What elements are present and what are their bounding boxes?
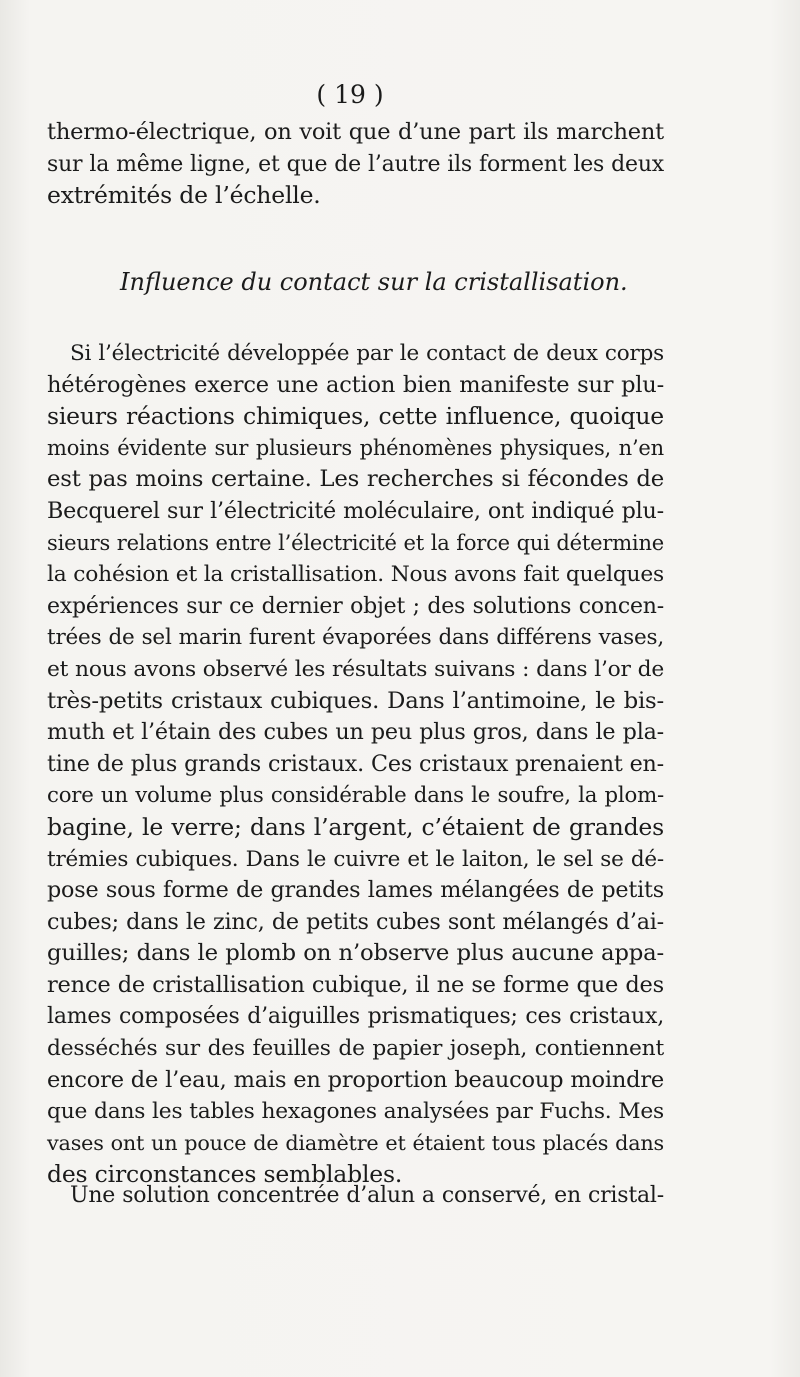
text-line: core un volume plus considérable dans le soufre, la plom- — [47, 783, 664, 809]
text-line: extrémités de l’échelle. — [47, 181, 321, 210]
text-line: cubes; dans le zinc, de petits cubes sont mélangés d’ai- — [47, 908, 664, 935]
page-number: ( 19 ) — [316, 80, 384, 109]
text-line: thermo-électrique, on voit que d’une part ils marchent — [47, 119, 664, 145]
text-line: trées de sel marin furent évaporées dans différens vases, — [47, 625, 664, 651]
text-line: vases ont un pouce de diamètre et étaient tous placés dans — [47, 1130, 664, 1155]
top-paragraph — [47, 117, 664, 212]
text-line: encore de l’eau, mais en proportion beaucoup moindre — [47, 1066, 664, 1093]
text-line: la cohésion et la cristallisation. Nous avons fait quelques — [47, 562, 664, 588]
text-line: est pas moins certaine. Les recherches si fécondes de — [47, 466, 664, 493]
text-line: sieurs relations entre l’électricité et la force qui détermine — [47, 530, 664, 555]
text-line: Becquerel sur l’électricité moléculaire, ont indiqué plu- — [47, 497, 664, 524]
text-line: guilles; dans le plomb on n’observe plus aucune appa- — [47, 940, 664, 967]
text-line: sur la même ligne, et que de l’autre ils forment les deux — [47, 151, 664, 177]
main-paragraph — [47, 338, 664, 1191]
text-line: muth et l’étain des cubes un peu plus gros, dans le pla- — [47, 719, 664, 746]
text-line: Une solution concentrée d’alun a conservé, en cristal- — [70, 1183, 664, 1208]
text-line: expériences sur ce dernier objet ; des solutions concen- — [47, 593, 664, 619]
text-line: des circonstances semblables. — [47, 1160, 403, 1189]
text-line: rence de cristallisation cubique, il ne se forme que des — [47, 971, 664, 998]
text-line: lames composées d’aiguilles prismatiques; ces cristaux, — [47, 1004, 664, 1030]
text-line: très-petits cristaux cubiques. Dans l’antimoine, le bis- — [47, 687, 664, 714]
text-line: bagine, le verre; dans l’argent, c’étaient de grandes — [47, 812, 664, 841]
text-line: moins évidente sur plusieurs phénomènes physiques, n’en — [47, 435, 664, 460]
text-line: desséchés sur des feuilles de papier joseph, contiennent — [47, 1036, 664, 1062]
text-line: et nous avons observé les résultats suivans : dans l’or de — [47, 656, 664, 682]
text-line: hétérogènes exerce une action bien manifeste sur plu- — [47, 371, 664, 398]
text-line: que dans les tables hexagones analysées par Fuchs. Mes — [47, 1099, 664, 1125]
text-line: pose sous forme de grandes lames mélangées de petits — [47, 877, 664, 904]
section-heading: Influence du contact sur la cristallisation. — [120, 268, 628, 296]
text-line: trémies cubiques. Dans le cuivre et le laiton, le sel se dé- — [47, 846, 664, 872]
text-line: tine de plus grands cristaux. Ces cristaux prenaient en- — [47, 750, 664, 777]
text-line: sieurs réactions chimiques, cette influence, quoique — [47, 402, 664, 431]
text-line: Si l’électricité développée par le contact de deux corps — [70, 341, 664, 366]
last-paragraph — [47, 1180, 664, 1212]
